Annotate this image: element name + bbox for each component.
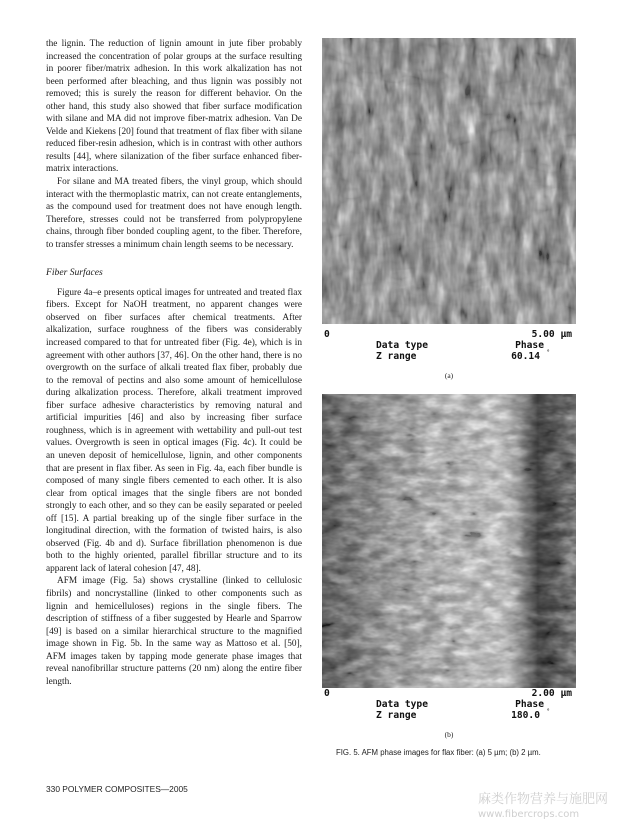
figure-sublabel-b: (b) bbox=[444, 730, 454, 739]
section-heading: Fiber Surfaces bbox=[46, 267, 103, 279]
z-range-value: 180.0 bbox=[511, 710, 540, 721]
z-range-label: Z range bbox=[376, 710, 417, 721]
watermark-title: 麻类作物营养与施肥网 bbox=[477, 792, 608, 807]
axis-origin: 0 bbox=[324, 329, 330, 340]
watermark-url: www.fibercrops.com bbox=[477, 809, 580, 820]
z-range-label: Z range bbox=[376, 351, 417, 362]
page-footer: 330 POLYMER COMPOSITES—2005 bbox=[46, 784, 188, 794]
site-watermark bbox=[478, 792, 608, 822]
paragraph: AFM image (Fig. 5a) shows crystalline (linked to cellulosic fibrils) and noncrystalline (linked to other components such as lignin and hemicelluloses) regions in the single fibers. The description of stiffness of a fiber suggested by Hearle and Sparrow [49] is based on a similar hierarchical structure to the magnified image shown in Fig. 5b. In the same way as Mattoso et al. [50], AFM images taken by tapping mode generate phase images that reveal nanofibrillar structure patterns (20 nm) along the entire fiber length. bbox=[46, 576, 302, 687]
degree-symbol: ° bbox=[546, 708, 550, 715]
paragraph: the lignin. The reduction of lignin amount in jute fiber probably increased the concentration of polar groups at the surface resulting in poorer fiber/matrix adhesion. In this work alkalization has not been performed after bleaching, and thus lignin was possibly not removed; this is surely the reason for different behavior. On the other hand, this study also showed that fiber surface modification with silane and MA did not improve fiber-matrix adhesion. Van De Velde and Kiekens [20] found that treatment of flax fiber with silane reduced fiber-resin adhesion, which is in contrast with other authors results [44], where silanization of the fiber surface enhanced fiber-matrix interactions. bbox=[46, 39, 302, 175]
scan-size: 2.00 µm bbox=[531, 688, 572, 699]
data-type-value: Phase bbox=[515, 699, 544, 710]
paragraph: For silane and MA treated fibers, the vinyl group, which should interact with the thermoplastic matrix, can not create entanglements, as the compound used for treatment does not have enough length. Therefore, stresses could not be transferred from polypropylene chains, through fiber bonded coupling agent, to the fiber. Therefore, to transfer stresses a minimum chain length seems to be necessary. bbox=[46, 177, 302, 250]
axis-origin: 0 bbox=[324, 688, 330, 699]
figure-caption: FIG. 5. AFM phase images for flax fiber: (a) 5 µm; (b) 2 µm. bbox=[336, 748, 541, 757]
figure-sublabel-a: (a) bbox=[444, 371, 454, 380]
data-type-label: Data type bbox=[376, 340, 428, 351]
data-type-value: Phase bbox=[515, 340, 544, 351]
paragraph: Figure 4a–e presents optical images for untreated and treated flax fibers. Except for NaOH treatment, no apparent changes were observed on fiber surfaces after chemical treatments. After alkalization, surface roughness of the fibers was considerably increased compared to that for untreated fiber (Fig. 4e), which is in agreement with other authors [37, 46]. On the other hand, there is no overgrowth on the surface of alkali treated flax fiber, probably due to the removal of pectins and also some amount of hemicellulose during alkalization process. Therefore, alkali treatment improved fiber surface adhesive characteristics by removing natural and artificial impurities [46] and also by increasing fiber surface roughness, which is in agreement with wettability and pull-out test values. Overgrowth is seen in optical images (Fig. 4c). It could be an uneven deposit of hemicellulose, lignin, and other components that are present in flax fiber. As seen in Fig. 4a, each fiber bundle is composed of many single fibers cemented to each other. It is also clear from optical images that the single fibers are not bonded strongly to each other, and so they can be easily separated or peeled off [15]. A partial breaking up of the single fiber surface in the longitudinal direction, with the formation of twisted hairs, is also observed (Fig. 4b and d). Surface fibrillation phenomenon is due both to the highly oriented, parallel fibrillar structure and to its apparent lack of lateral cohesion [47, 48]. bbox=[46, 287, 302, 574]
scan-size: 5.00 µm bbox=[531, 329, 572, 340]
afm-image-a bbox=[322, 38, 576, 324]
z-range-value: 60.14 bbox=[511, 351, 540, 362]
afm-image-b bbox=[322, 394, 576, 688]
text-column bbox=[46, 38, 302, 688]
degree-symbol: ° bbox=[546, 349, 550, 356]
data-type-label: Data type bbox=[376, 699, 428, 710]
